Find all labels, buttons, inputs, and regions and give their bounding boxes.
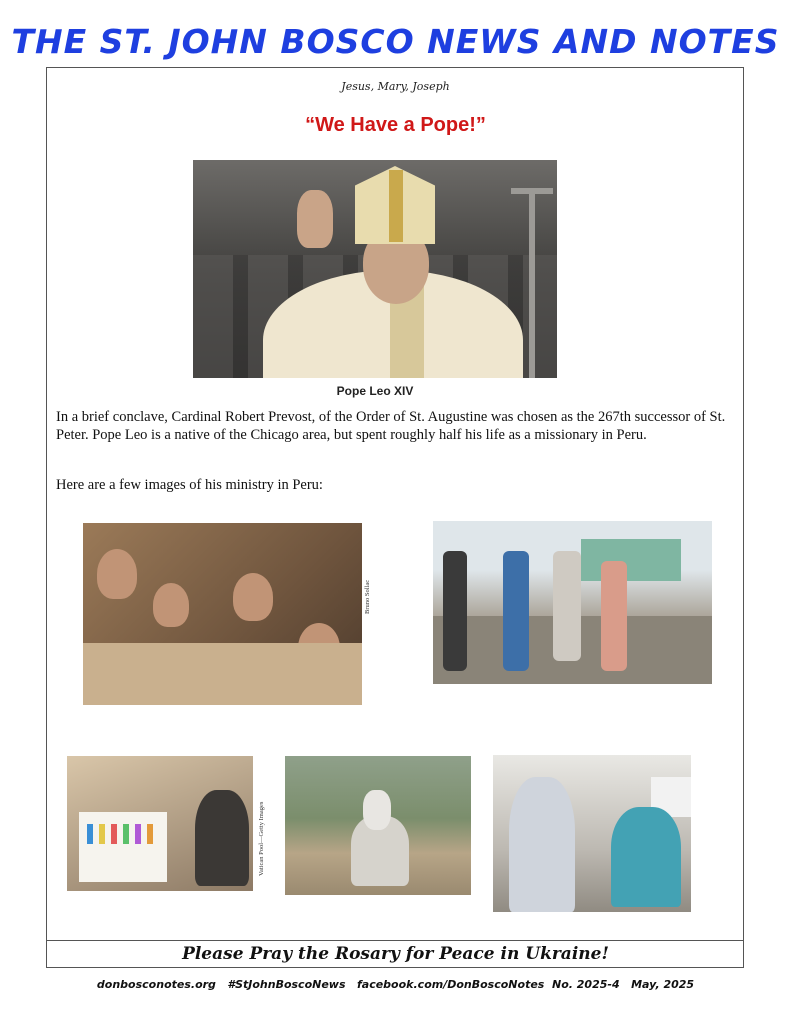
prayer-banner: Please Pray the Rosary for Peace in Ukraine! — [182, 944, 609, 964]
horseback-photo — [285, 756, 471, 895]
footer-line: donbosconotes.org #StJohnBoscoNews facebook.com/DonBoscoNotes No. 2025-4 May, 2025 — [96, 978, 695, 991]
salutation: Jesus, Mary, Joseph — [341, 80, 450, 93]
divider — [46, 940, 744, 941]
pope-photo — [193, 160, 557, 378]
masthead-title: THE ST. JOHN BOSCO NEWS AND NOTES — [11, 22, 780, 61]
peru-street-photo — [433, 521, 712, 684]
photo-credit: Bruno Sollac — [364, 579, 371, 614]
article-paragraph: Here are a few images of his ministry in Peru: — [56, 477, 323, 493]
birthday-photo — [67, 756, 253, 891]
blessing-photo — [493, 755, 691, 912]
peru-table-photo — [83, 523, 362, 705]
pope-photo-caption: Pope Leo XIV — [336, 384, 414, 398]
article-paragraph: In a brief conclave, Cardinal Robert Prevost, of the Order of St. Augustine was chosen as the 267th successor of St. Peter. Pope Leo is a native of the Chicago area, but spent roughly half his life as a missionary in Peru. — [56, 409, 726, 443]
headline: “We Have a Pope!” — [305, 114, 486, 136]
photo-credit: Vatican Pool—Getty Images — [258, 801, 265, 876]
